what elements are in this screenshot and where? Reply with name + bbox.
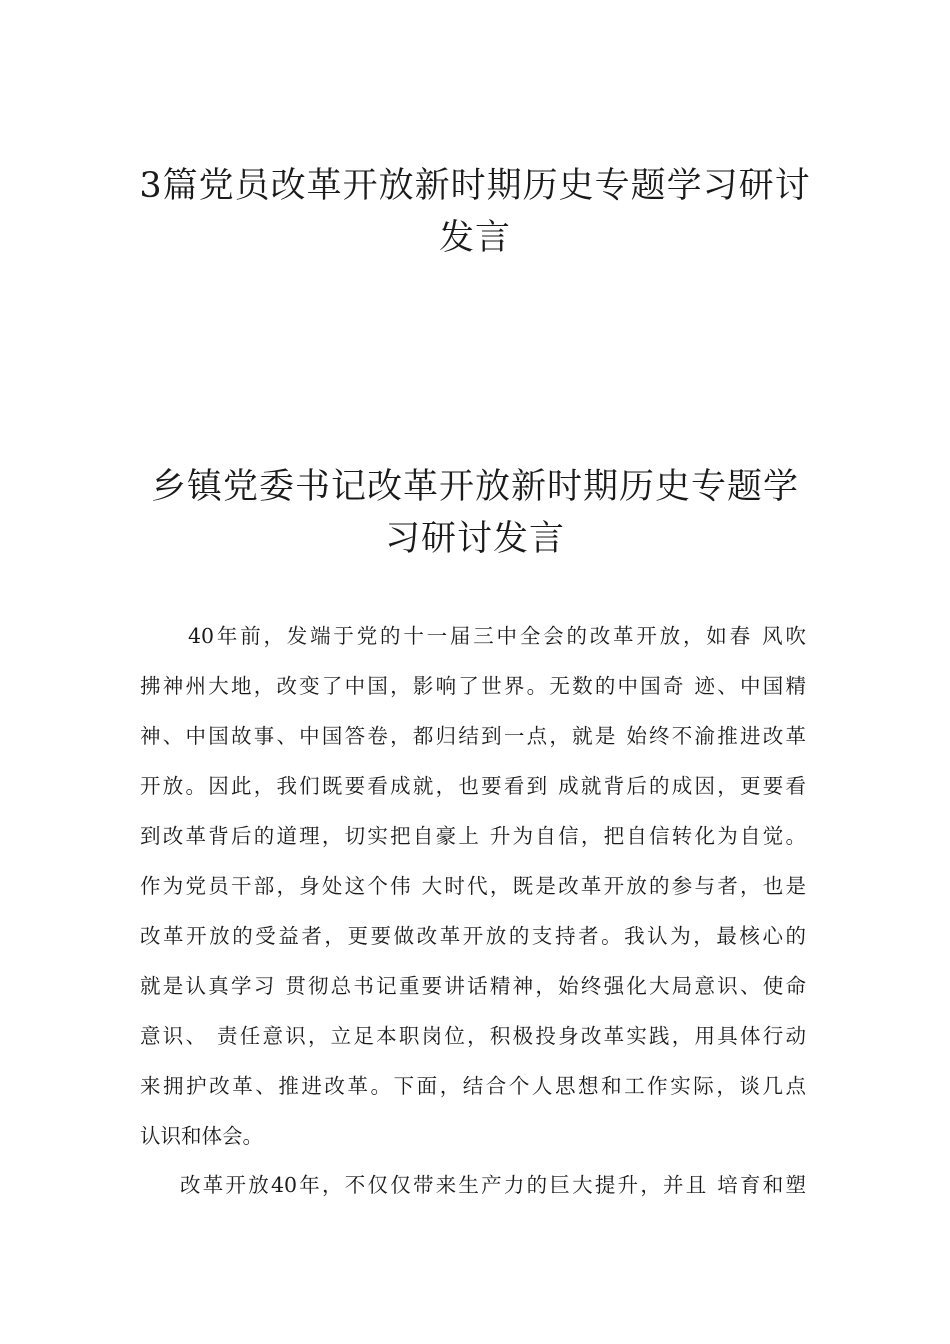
paragraph-line: 40年前，发端于党的十一届三中全会的改革开放，如春 风吹	[188, 624, 806, 648]
title-line: 发言	[438, 218, 511, 258]
paragraph-line: 到改革背后的道理，切实把自豪上 升为自信，把自信转化为自觉。	[140, 824, 806, 848]
document-title	[0, 160, 950, 264]
paragraph-line: 意识、 责任意识，立足本职岗位，积极投身改革实践，用具体行动	[140, 1024, 806, 1048]
paragraph-line: 就是认真学习 贯彻总书记重要讲话精神，始终强化大局意识、使命	[140, 974, 806, 998]
paragraph-line: 认识和体会。	[140, 1124, 263, 1148]
body-paragraph	[140, 611, 806, 1161]
paragraph-line: 改革开放40年，不仅仅带来生产力的巨大提升，并且 培育和塑	[180, 1173, 806, 1197]
paragraph-line: 作为党员干部，身处这个伟 大时代，既是改革开放的参与者，也是	[140, 874, 806, 898]
paragraph-line: 来拥护改革、推进改革。下面，结合个人思想和工作实际，谈几点	[140, 1074, 806, 1098]
title-line: 3篇党员改革开放新时期历史专题学习研讨	[139, 166, 811, 206]
section-title-line: 习研讨发言	[384, 519, 565, 559]
section-title-line: 乡镇党委书记改革开放新时期历史专题学	[150, 467, 799, 507]
paragraph-line: 改革开放的受益者，更要做改革开放的支持者。我认为，最核心的	[140, 924, 806, 948]
body-paragraph	[140, 1160, 806, 1210]
paragraph-line: 神、中国故事、中国答卷，都归结到一点，就是 始终不渝推进改革	[140, 724, 806, 748]
paragraph-line: 开放。因此，我们既要看成就，也要看到 成就背后的成因，更要看	[140, 774, 806, 798]
paragraph-line: 拂神州大地，改变了中国，影响了世界。无数的中国奇 迹、中国精	[140, 674, 806, 698]
section-title	[0, 461, 950, 565]
